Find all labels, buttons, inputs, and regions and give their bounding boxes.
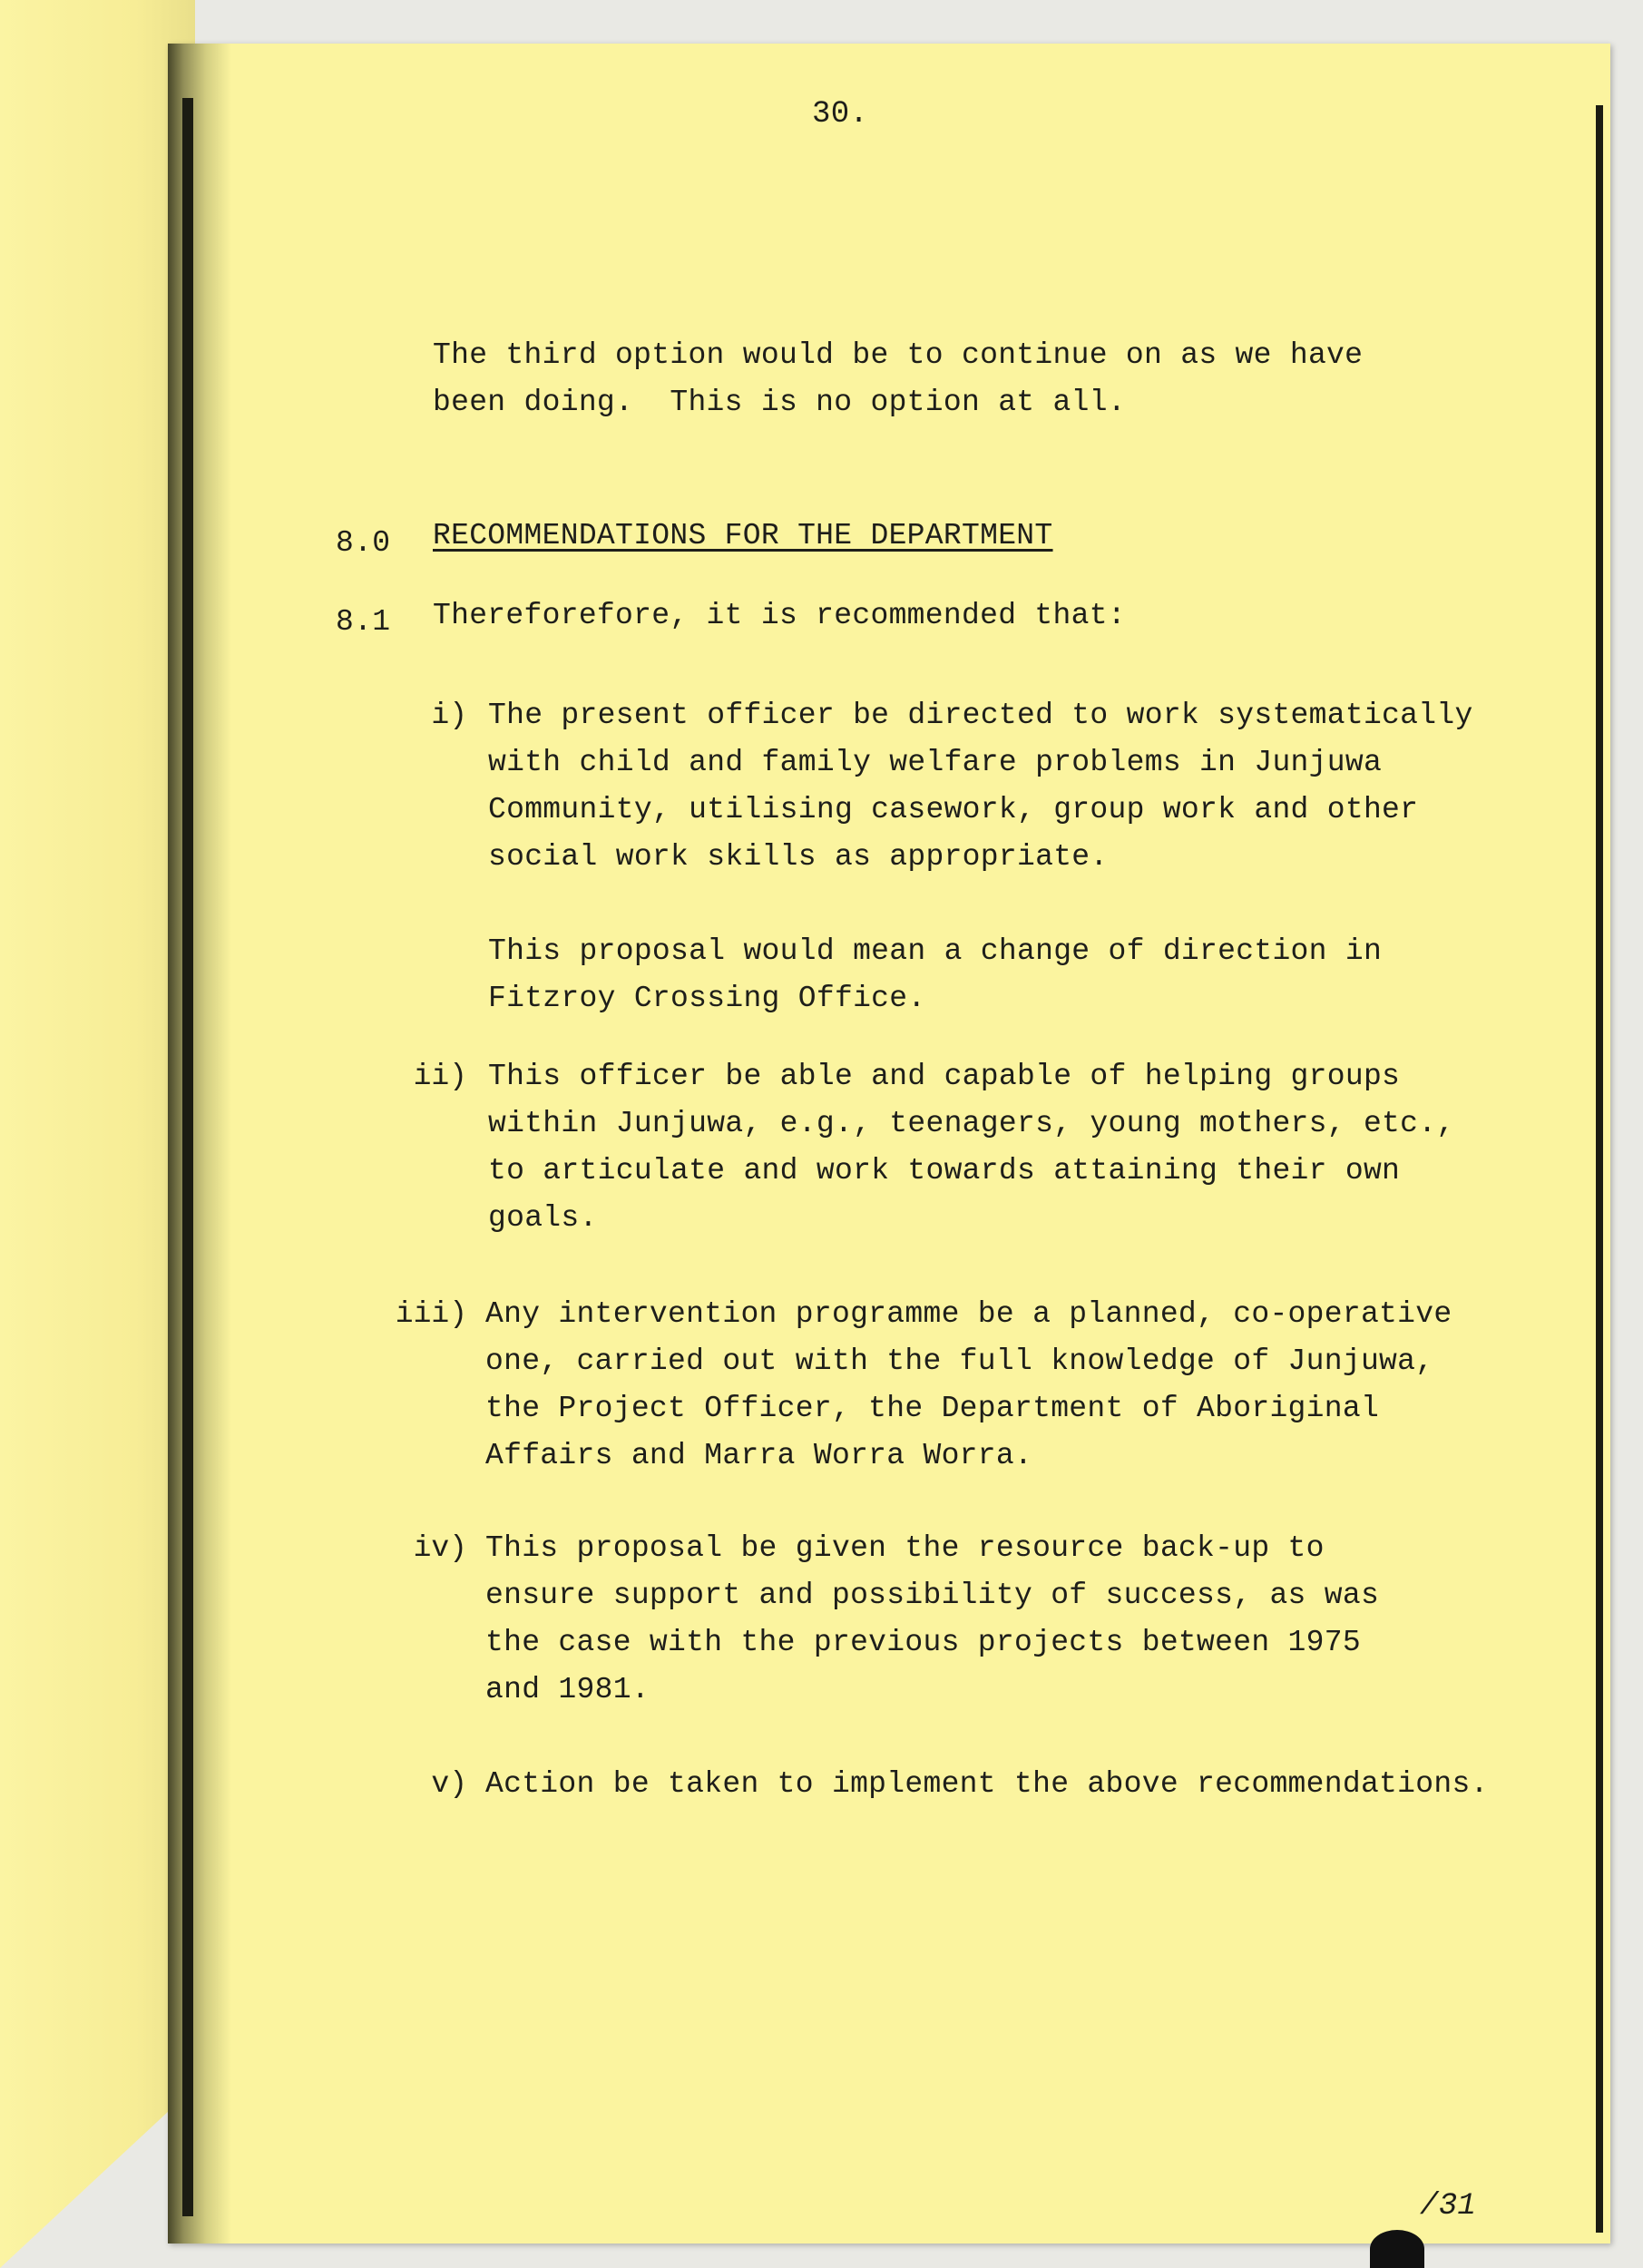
item-iv-text: This proposal be given the resource back-up to ensure support and possibility of success, as was the case with the previous projects between 1975 and 1981. [485,1531,1380,1706]
section-8-1-text: Thereforefore, it is recommended that: [433,599,1126,632]
item-i-marker: i) [431,699,467,732]
folio-number: /31 [1420,2189,1477,2224]
right-margin-rule [1596,105,1603,2233]
section-8-0-number: 8.0 [336,526,391,560]
section-8-0-heading: RECOMMENDATIONS FOR THE DEPARTMENT [433,519,1053,552]
page-number: 30. [812,97,869,132]
item-ii-text: This officer be able and capable of helping groups within Junjuwa, e.g., teenagers, young mothers, etc., to articulate and work towards attaining their own goals. [488,1060,1455,1235]
item-i-text: The present officer be directed to work systematically with child and family welfare problems in Junjuwa Community, utilising casework, group work and other social work skills as appropriate. [488,699,1473,874]
item-iv-marker: iv) [413,1531,467,1565]
item-v-text: Action be taken to implement the above recommendations. [485,1767,1489,1801]
binding-shadow [168,44,231,2244]
ink-blot [1370,2230,1424,2268]
item-v-marker: v) [431,1767,467,1801]
left-margin-rule [182,98,193,2216]
item-ii-marker: ii) [413,1060,467,1093]
previous-page-edge [0,0,195,2268]
item-iii-text: Any intervention programme be a planned, co-operative one, carried out with the full knowledge of Junjuwa, the Project Officer, the Department of Aboriginal Affairs and Marra Worra Worra. [485,1297,1452,1472]
section-8-1-number: 8.1 [336,605,391,639]
item-i-note: This proposal would mean a change of direction in Fitzroy Crossing Office. [488,934,1383,1015]
item-iii-marker: iii) [395,1297,467,1331]
intro-paragraph: The third option would be to continue on as we have been doing. This is no option at all. [433,338,1364,419]
document-page [168,44,1610,2244]
